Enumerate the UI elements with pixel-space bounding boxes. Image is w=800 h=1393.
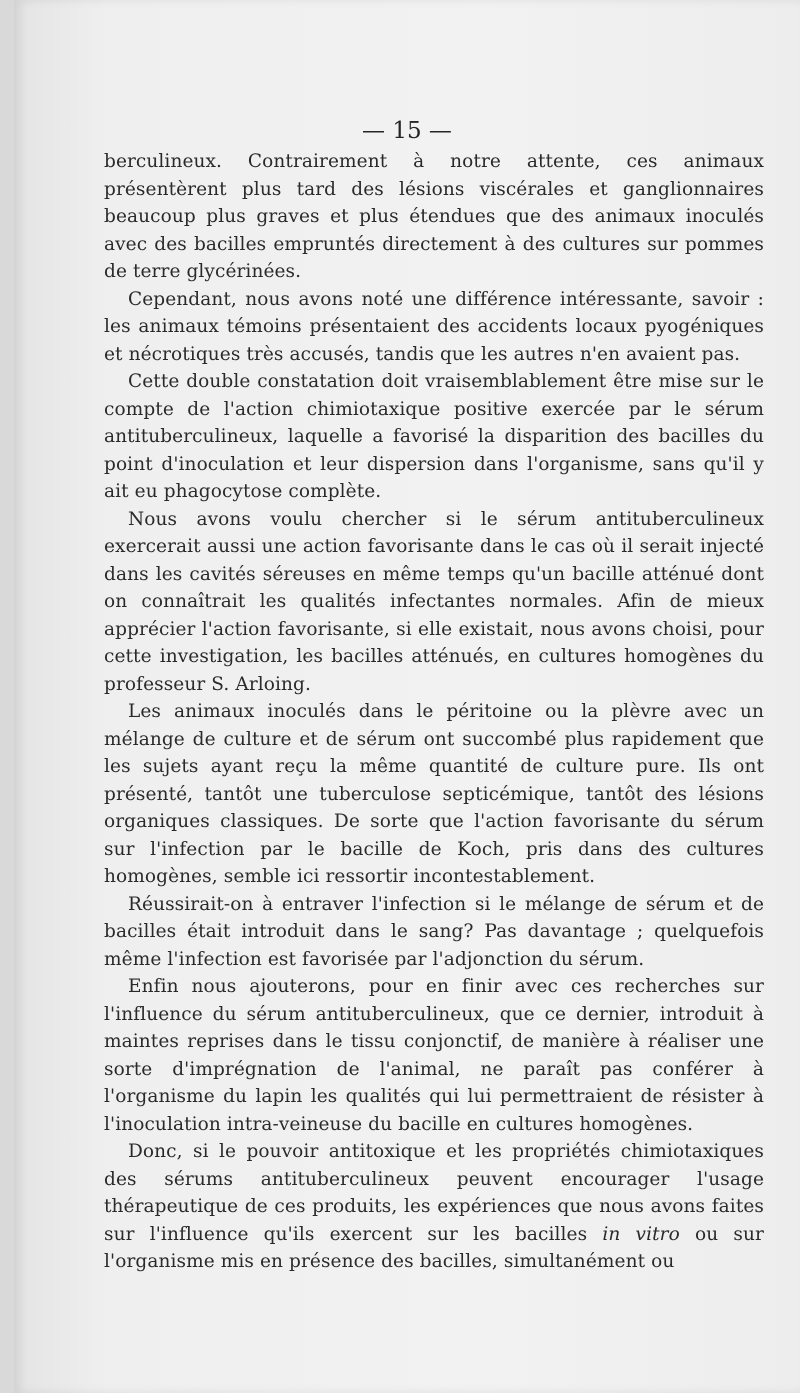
- paragraph-1: berculineux. Contrairement à notre attente, ces animaux présentèrent plus tard des lésions viscérales et ganglionnaires beaucoup plus graves et plus étendues que des animaux inoculés avec des bacilles empruntés directement à des cultures sur pommes de terre glycérinées.: [104, 151, 764, 282]
- paragraph-8: [104, 1138, 764, 1276]
- in-vitro-italic: in vitro: [602, 1223, 680, 1245]
- paragraph-4: Nous avons voulu chercher si le sérum antituberculineux exercerait aussi une action favorisante dans le cas où il serait injecté dans les cavités séreuses en même temps qu'un bacille atténué dont on connaîtrait les qualités infectantes normales. Afin de mieux apprécier l'action favorisante, si elle existait, nous avons choisi, pour cette investigation, les bacilles atténués, en cultures homogènes du professeur S. Arloing.: [104, 508, 764, 695]
- page-body-text: [104, 148, 764, 1276]
- page-number: — 15 —: [362, 118, 452, 144]
- paragraph-7: Enfin nous ajouterons, pour en finir avec ces recherches sur l'influence du sérum antituberculineux, que ce dernier, introduit à maintes reprises dans le tissu conjonctif, de manière à réaliser une sorte d'imprégnation de l'animal, ne paraît pas conférer à l'organisme du lapin les qualités qui lui permettraient de résister à l'inoculation intra-veineuse du bacille en cultures homogènes.: [104, 976, 764, 1135]
- paragraph-2: Cependant, nous avons noté une différence intéressante, savoir : les animaux témoins présentaient des accidents locaux pyogéniques et nécrotiques très accusés, tandis que les autres n'en avaient pas.: [104, 288, 764, 365]
- paragraph-6: Réussirait-on à entraver l'infection si le mélange de sérum et de bacilles était introduit dans le sang? Pas davantage ; quelquefois même l'infection est favorisée par l'adjonction du sérum.: [104, 893, 764, 970]
- paragraph-8-before: Donc, si le pouvoir antitoxique et les propriétés chimiotaxiques des sérums antituberculineux peuvent encourager l'usage thérapeutique de ces produits, les expériences que nous avons faites sur l'influence qu'ils exercent sur les bacilles: [104, 1141, 764, 1245]
- book-page: [14, 0, 800, 1393]
- paragraph-3: Cette double constatation doit vraisemblablement être mise sur le compte de l'action chimiotaxique positive exercée par le sérum antituberculineux, laquelle a favorisé la disparition des bacilles du point d'inoculation et leur dispersion dans l'organisme, sans qu'il y ait eu phagocytose complète.: [104, 371, 764, 502]
- paragraph-8-after: ou sur l'organisme mis en présence des bacilles, simultanément ou: [104, 1223, 764, 1272]
- paragraph-5: Les animaux inoculés dans le péritoine ou la plèvre avec un mélange de culture et de sérum ont succombé plus rapidement que les sujets ayant reçu la même quantité de culture pure. Ils ont présenté, tantôt une tuberculose septicémique, tantôt des lésions organiques classiques. De sorte que l'action favorisante du sérum sur l'infection par le bacille de Koch, pris dans des cultures homogènes, semble ici ressortir incontestablement.: [104, 701, 764, 887]
